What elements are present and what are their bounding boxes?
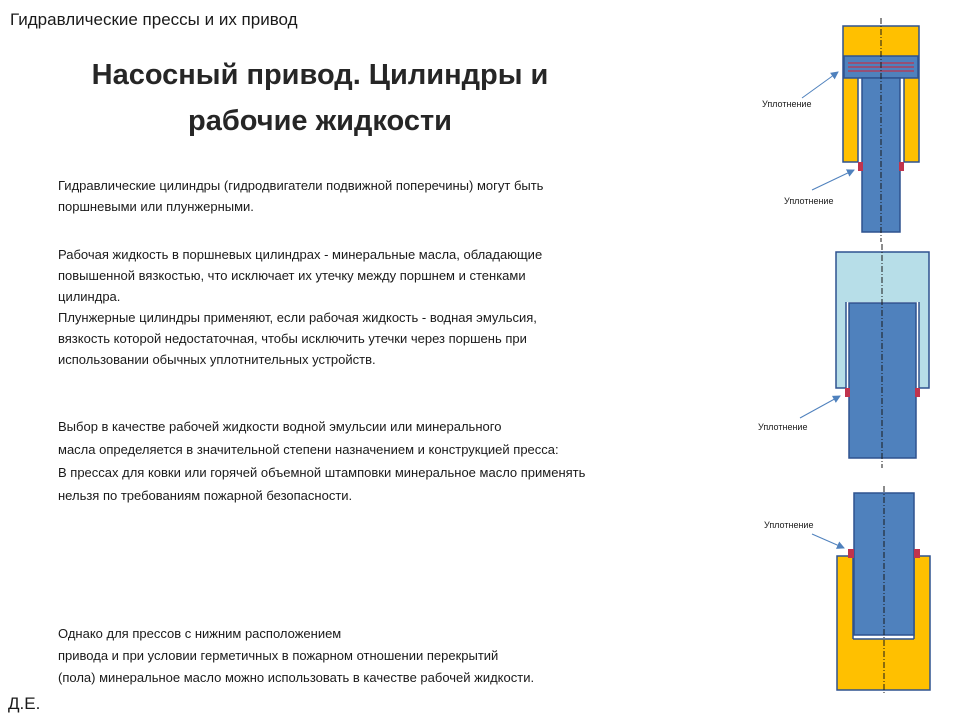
paragraph-fluid-choice [58, 415, 585, 507]
text-line: привода и при условии герметичных в пожарном отношении перекрытий [58, 648, 499, 663]
text-line: Плунжерные цилиндры применяют, если рабочая жидкость - водная эмульсия, [58, 310, 537, 325]
arrow-icon [812, 534, 844, 548]
text-line: (пола) минеральное масло можно использовать в качестве рабочей жидкости. [58, 670, 535, 685]
text-line: В прессах для ковки или горячей объемной штамповки минеральное масло применять [58, 465, 586, 480]
text-line: масла определяется в значительной степени назначением и конструкцией пресса: [58, 442, 559, 457]
text-line: повышенной вязкостью, что исключает их утечку между поршнем и стенками [58, 268, 526, 283]
seal-label: Уплотнение [784, 196, 834, 206]
text-line: вязкость которой недостаточная, чтобы исключить утечки через поршень при [58, 331, 527, 346]
text-line: Однако для прессов с нижним расположением [58, 626, 342, 641]
slide-header: Гидравлические прессы и их привод [10, 10, 298, 29]
arrow-icon [812, 170, 854, 190]
title-line-2: рабочие жидкости [187, 105, 453, 137]
seal [858, 162, 863, 171]
seal [899, 162, 904, 171]
paragraph-bottom-drive [58, 623, 534, 689]
text-line: Гидравлические цилиндры (гидродвигатели подвижной поперечины) могут быть [58, 178, 544, 193]
seal [845, 388, 850, 397]
text-line: нельзя по требованиям пожарной безопасности. [58, 488, 353, 503]
text-line: поршневыми или плунжерными. [58, 199, 254, 214]
author-initials: Д.Е. [8, 694, 41, 713]
seal [915, 388, 920, 397]
paragraph-piston-fluid [58, 244, 542, 307]
title-line-1: Насосный привод. Цилиндры и [91, 59, 549, 91]
cylinder-diagrams [740, 10, 950, 700]
text-line: использовании обычных уплотнительных устройств. [58, 352, 376, 367]
seal-label: Уплотнение [764, 520, 814, 530]
slide-title [40, 52, 600, 144]
text-line: Выбор в качестве рабочей жидкости водной эмульсии или минерального [58, 419, 502, 434]
seal [848, 549, 854, 558]
piston-cylinder-diagram [762, 18, 919, 242]
plunger-cylinder-diagram [758, 244, 929, 468]
seal-label: Уплотнение [762, 99, 812, 109]
paragraph-cylinder-types [58, 175, 543, 217]
text-line: цилиндра. [58, 289, 121, 304]
seal-label: Уплотнение [758, 422, 808, 432]
seal [914, 549, 920, 558]
arrow-icon [800, 396, 840, 418]
paragraph-plunger-cylinders [58, 307, 537, 370]
text-line: Рабочая жидкость в поршневых цилиндрах - минеральные масла, обладающие [58, 247, 543, 262]
arrow-icon [802, 72, 838, 98]
bottom-plunger-diagram [764, 486, 930, 695]
